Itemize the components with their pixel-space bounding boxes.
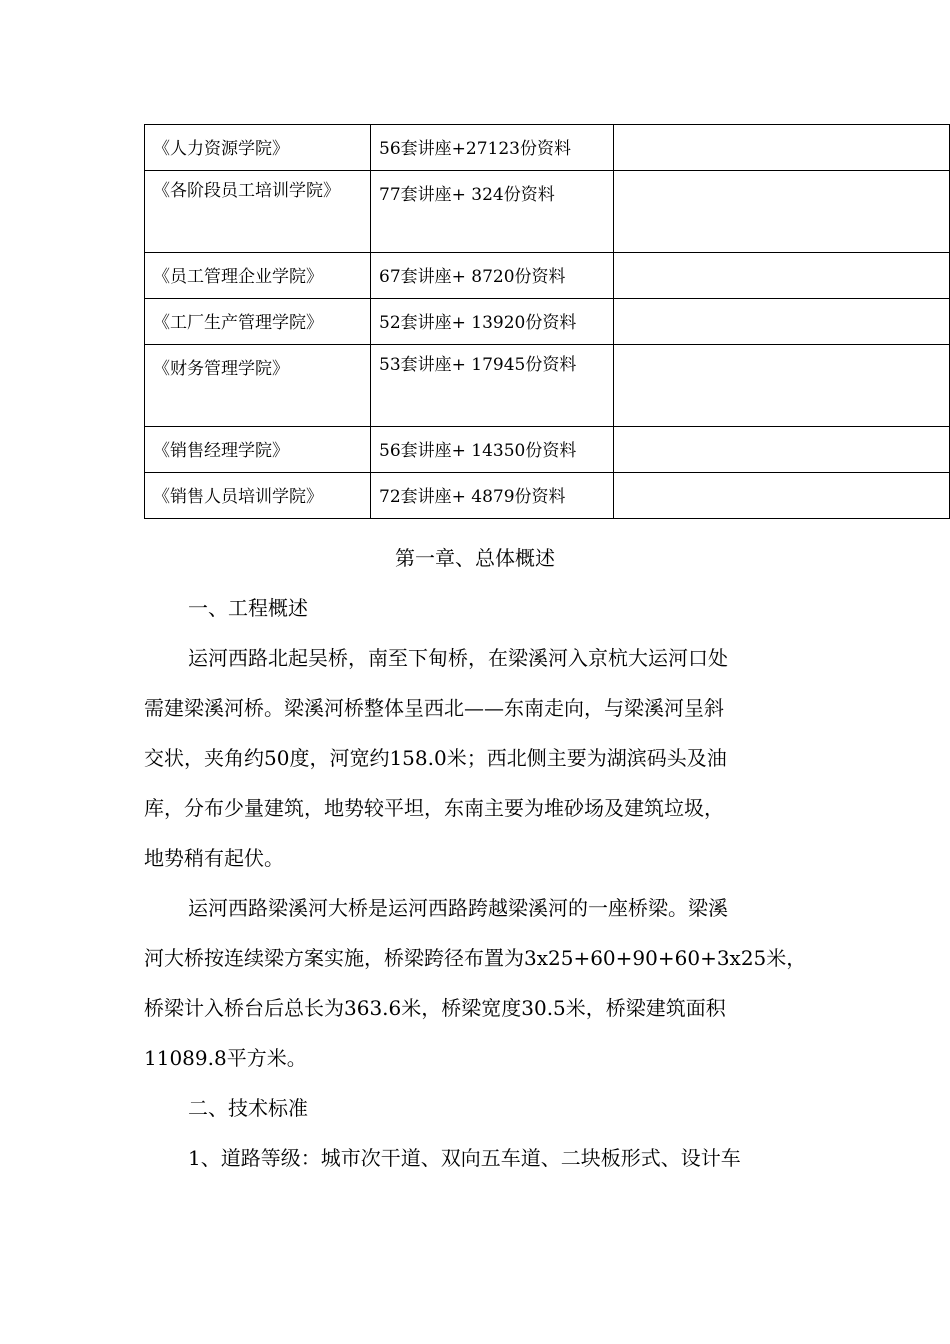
- table-cell-note: [614, 473, 950, 519]
- table-row: [145, 473, 950, 519]
- table-cell-content: 67套讲座+ 8720份资料: [371, 253, 614, 299]
- table-cell-name: 《各阶段员工培训学院》: [145, 171, 371, 253]
- table-cell-note: [614, 253, 950, 299]
- table-cell-note: [614, 345, 950, 427]
- paragraph-line: 河大桥按连续梁方案实施，桥梁跨径布置为3x25+60+90+60+3x25米，: [144, 946, 807, 970]
- table-cell-name: 《员工管理企业学院》: [145, 253, 371, 299]
- table-row: [145, 345, 950, 427]
- paragraph-line: 交状，夹角约50度，河宽约158.0米；西北侧主要为湖滨码头及油: [144, 746, 727, 770]
- table-row: [145, 427, 950, 473]
- section-heading: 二、技术标准: [188, 1096, 308, 1120]
- table-cell-name: 《销售人员培训学院》: [145, 473, 371, 519]
- table-cell-note: [614, 299, 950, 345]
- table-cell-name: 《财务管理学院》: [145, 345, 371, 427]
- paragraph-line: 1、道路等级：城市次干道、双向五车道、二块板形式、设计车: [188, 1146, 741, 1170]
- table-row: [145, 125, 950, 171]
- table-row: [145, 299, 950, 345]
- table-cell-note: [614, 427, 950, 473]
- table-row: [145, 253, 950, 299]
- chapter-title: 第一章、总体概述: [395, 546, 555, 570]
- table-cell-note: [614, 171, 950, 253]
- paragraph-line: 库，分布少量建筑，地势较平坦，东南主要为堆砂场及建筑垃圾，: [144, 796, 724, 820]
- table-cell-content: 77套讲座+ 324份资料: [371, 171, 614, 253]
- resource-table: [144, 124, 950, 519]
- section-heading: 一、工程概述: [188, 596, 308, 620]
- table-cell-content: 56套讲座+27123份资料: [371, 125, 614, 171]
- table-cell-name: 《人力资源学院》: [145, 125, 371, 171]
- table-cell-note: [614, 125, 950, 171]
- paragraph-line: 运河西路梁溪河大桥是运河西路跨越梁溪河的一座桥梁。梁溪: [188, 896, 728, 920]
- table-cell-content: 53套讲座+ 17945份资料: [371, 345, 614, 427]
- table-cell-content: 52套讲座+ 13920份资料: [371, 299, 614, 345]
- table-cell-content: 72套讲座+ 4879份资料: [371, 473, 614, 519]
- paragraph-line: 需建梁溪河桥。梁溪河桥整体呈西北——东南走向，与梁溪河呈斜: [144, 696, 724, 720]
- paragraph-line: 桥梁计入桥台后总长为363.6米，桥梁宽度30.5米，桥梁建筑面积: [144, 996, 726, 1020]
- paragraph-line: 运河西路北起吴桥，南至下甸桥，在梁溪河入京杭大运河口处: [188, 646, 728, 670]
- table-cell-name: 《销售经理学院》: [145, 427, 371, 473]
- table-cell-name: 《工厂生产管理学院》: [145, 299, 371, 345]
- table-row: [145, 171, 950, 253]
- table-cell-content: 56套讲座+ 14350份资料: [371, 427, 614, 473]
- paragraph-line: 地势稍有起伏。: [144, 846, 284, 870]
- paragraph-line: 11089.8平方米。: [144, 1046, 307, 1070]
